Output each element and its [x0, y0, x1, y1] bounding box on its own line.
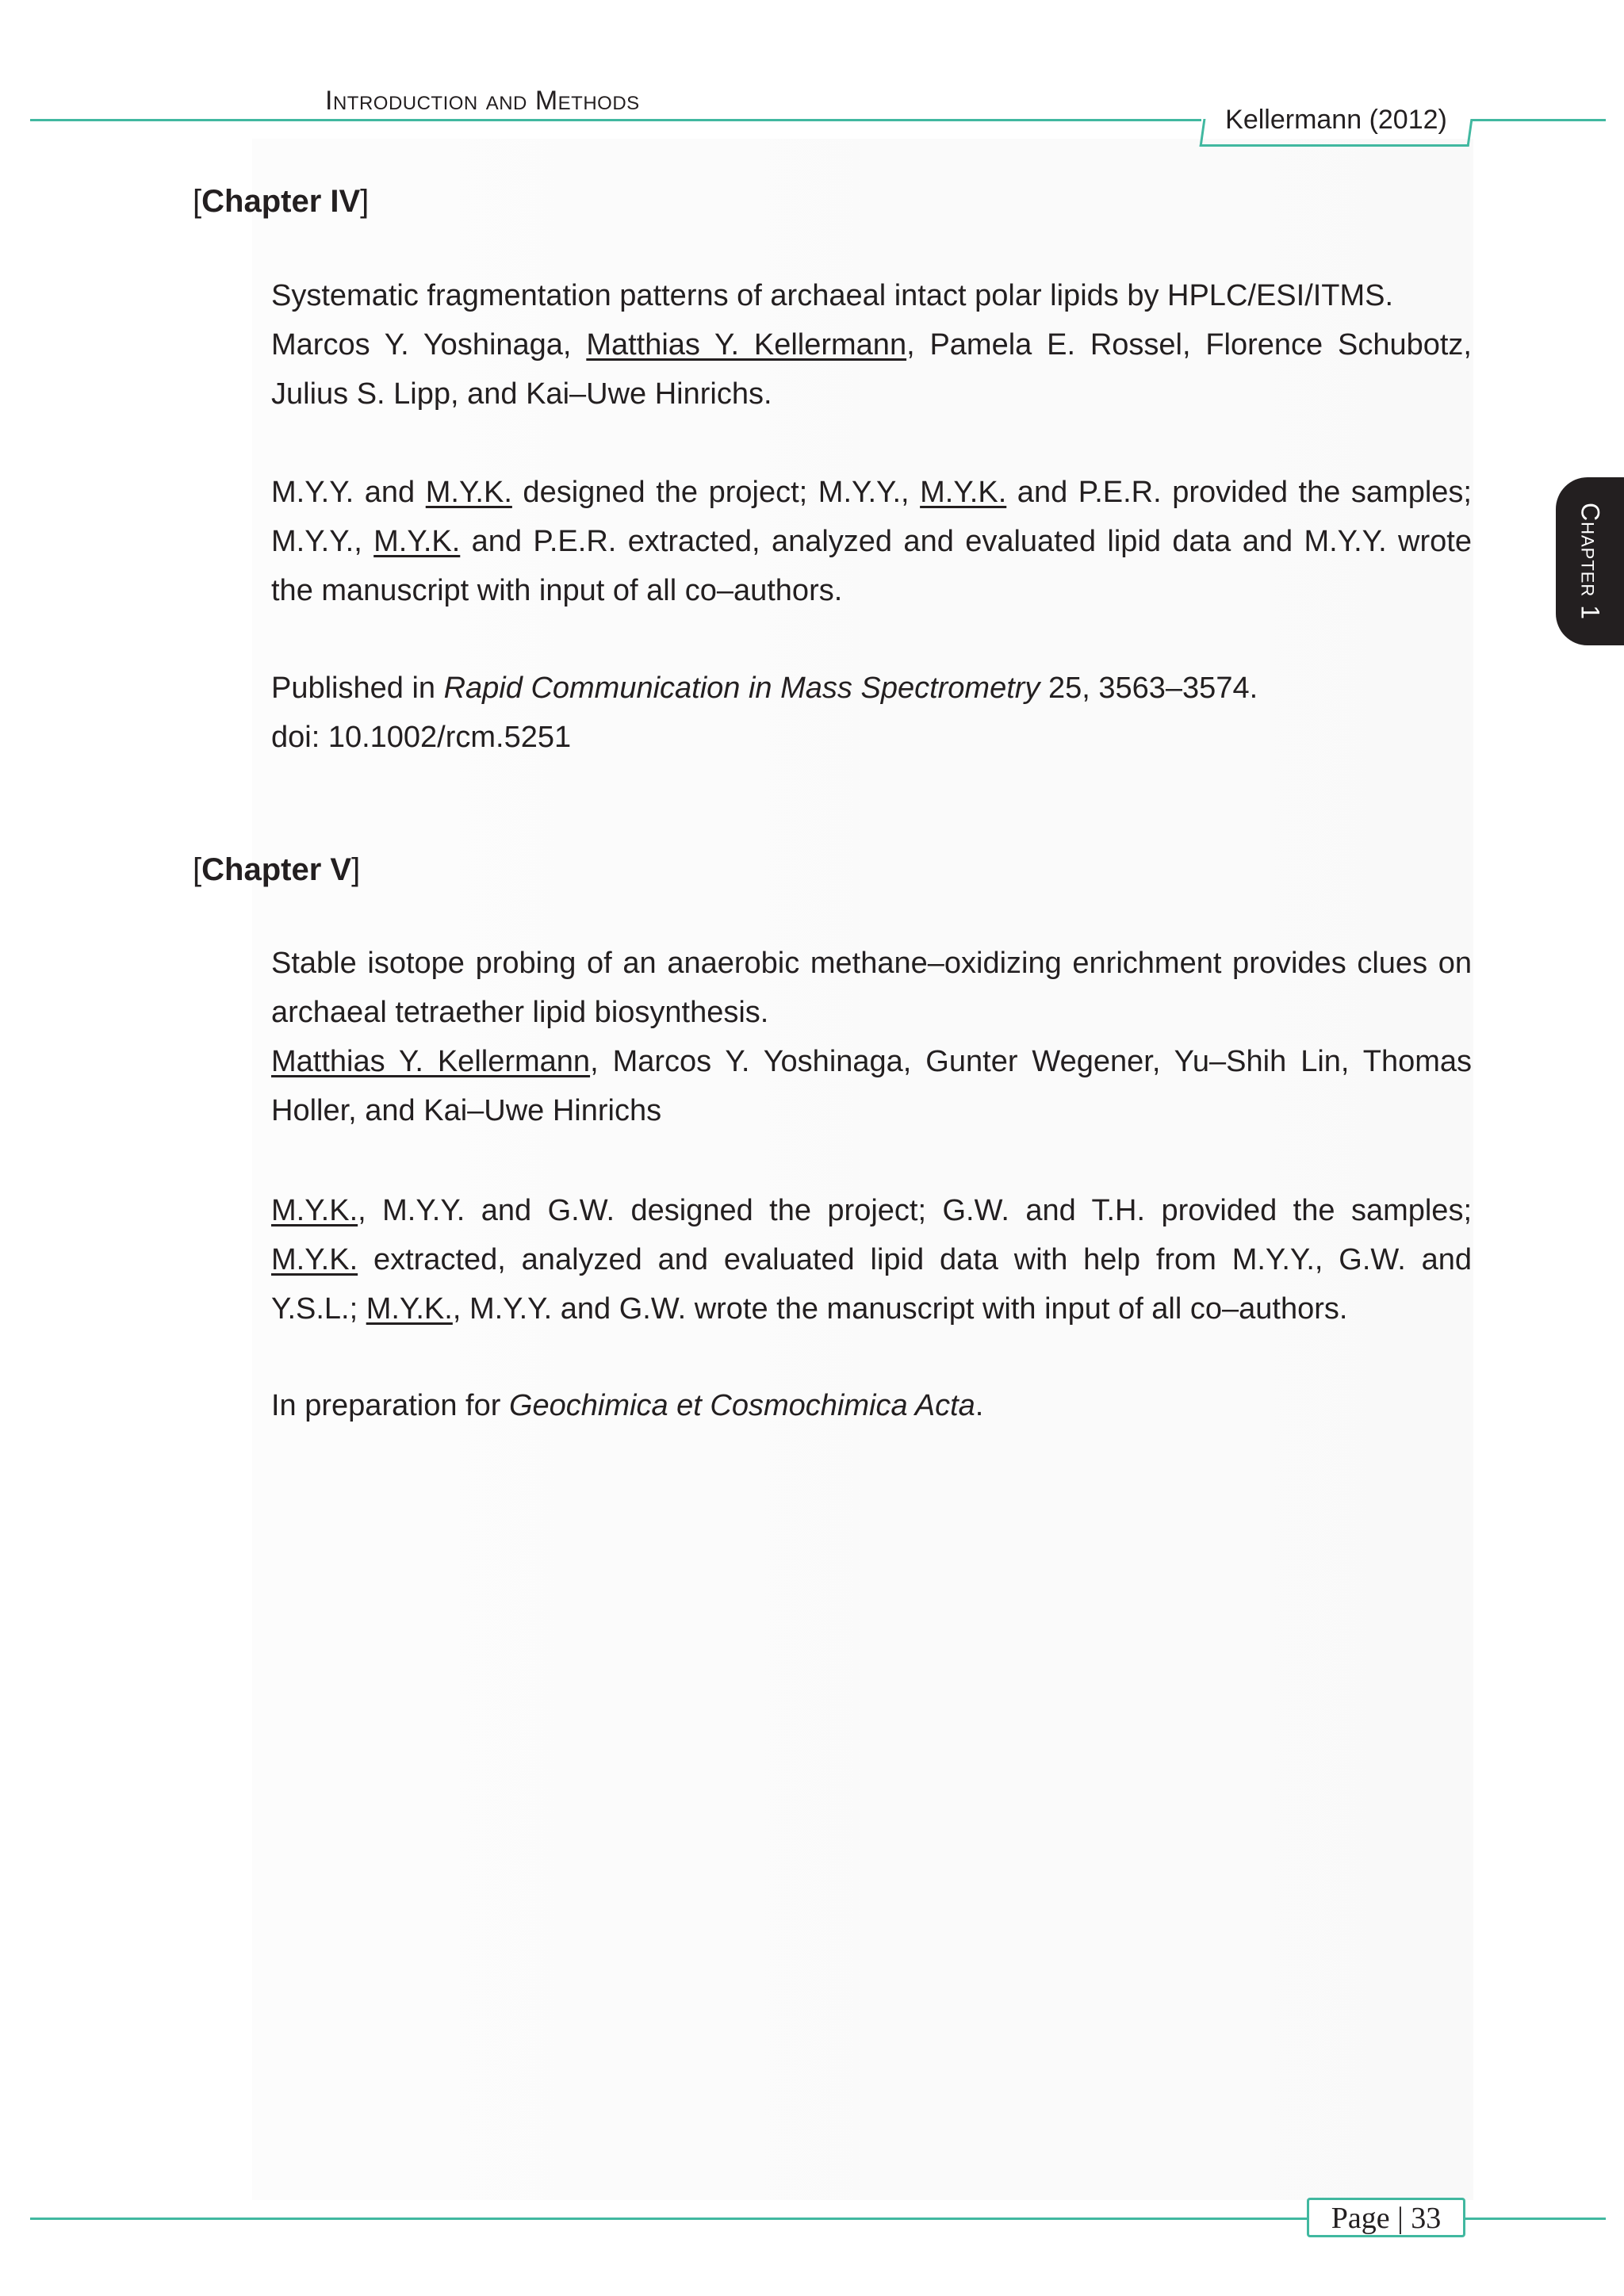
header-rule-left [30, 119, 1201, 121]
chapter-v-citation: Stable isotope probing of an anaerobic methane–oxidizing enrichment provides clues on archaeal tetraether lipid biosynthesis. Matthias Y. Kellermann, Marcos Y. Yoshinaga, Gunter Wegener, Yu–Shih Lin, Thomas Holler, and Kai–Uwe Hinrichs [271, 947, 1472, 1127]
doi-text: doi: 10.1002/rcm.5251 [271, 721, 572, 754]
running-header-author: Kellermann (2012) [1225, 105, 1447, 135]
running-header-title: Introduction and Methods [325, 86, 640, 116]
underlined-author: Matthias Y. Kellermann [271, 1045, 591, 1078]
chapter-iv-publication: Published in Rapid Communication in Mass Spectrometry 25, 3563–3574. doi: 10.1002/rcm.5251 [271, 672, 1258, 754]
chapter-v-heading: [Chapter V] [193, 852, 361, 887]
underlined-author: Matthias Y. Kellermann [586, 328, 907, 362]
chapter-iv-heading: [Chapter IV] [193, 184, 370, 219]
journal-name: Rapid Communication in Mass Spectrometry [443, 672, 1040, 705]
page-number: Page | 33 [1331, 2202, 1442, 2235]
content-background [252, 139, 1473, 2200]
chapter-v-preparation: In preparation for Geochimica et Cosmochimica Acta. [271, 1389, 984, 1422]
footer-rule-right [1465, 2218, 1606, 2220]
chapter-iv-citation: Systematic fragmentation patterns of archaeal intact polar lipids by HPLC/ESI/ITMS. Marcos Y. Yoshinaga, Matthias Y. Kellermann, Pamela E. Rossel, Florence Schubotz, Julius S. Lipp, and Kai–Uwe Hinrichs. [271, 279, 1472, 411]
chapter-v-title: Stable isotope probing of an anaerobic methane–oxidizing enrichment provides clues on archaeal tetraether lipid biosynthesis. [271, 947, 1472, 1029]
footer-rule-left [30, 2218, 1307, 2220]
chapter-v-contributions: M.Y.K., M.Y.Y. and G.W. designed the project; G.W. and T.H. provided the samples; M.Y.K. extracted, analyzed and evaluated lipid data with help from M.Y.Y., G.W. and Y.S.L.; M.Y.K., M.Y.Y. and G.W. wrote the manuscript with input of all co–authors. [271, 1194, 1472, 1326]
chapter-iv-title: Systematic fragmentation patterns of archaeal intact polar lipids by HPLC/ESI/ITMS. [271, 279, 1394, 312]
journal-name: Geochimica et Cosmochimica Acta [508, 1389, 975, 1422]
chapter-iv-contributions: M.Y.Y. and M.Y.K. designed the project; M.Y.Y., M.Y.K. and P.E.R. provided the samples; M.Y.Y., M.Y.K. and P.E.R. extracted, analyzed and evaluated lipid data and M.Y.Y. wrote the manuscript with input of all co–authors. [271, 476, 1472, 607]
header-rule-right [1471, 119, 1606, 121]
chapter-side-tab-label: Chapter 1 [1576, 502, 1605, 621]
